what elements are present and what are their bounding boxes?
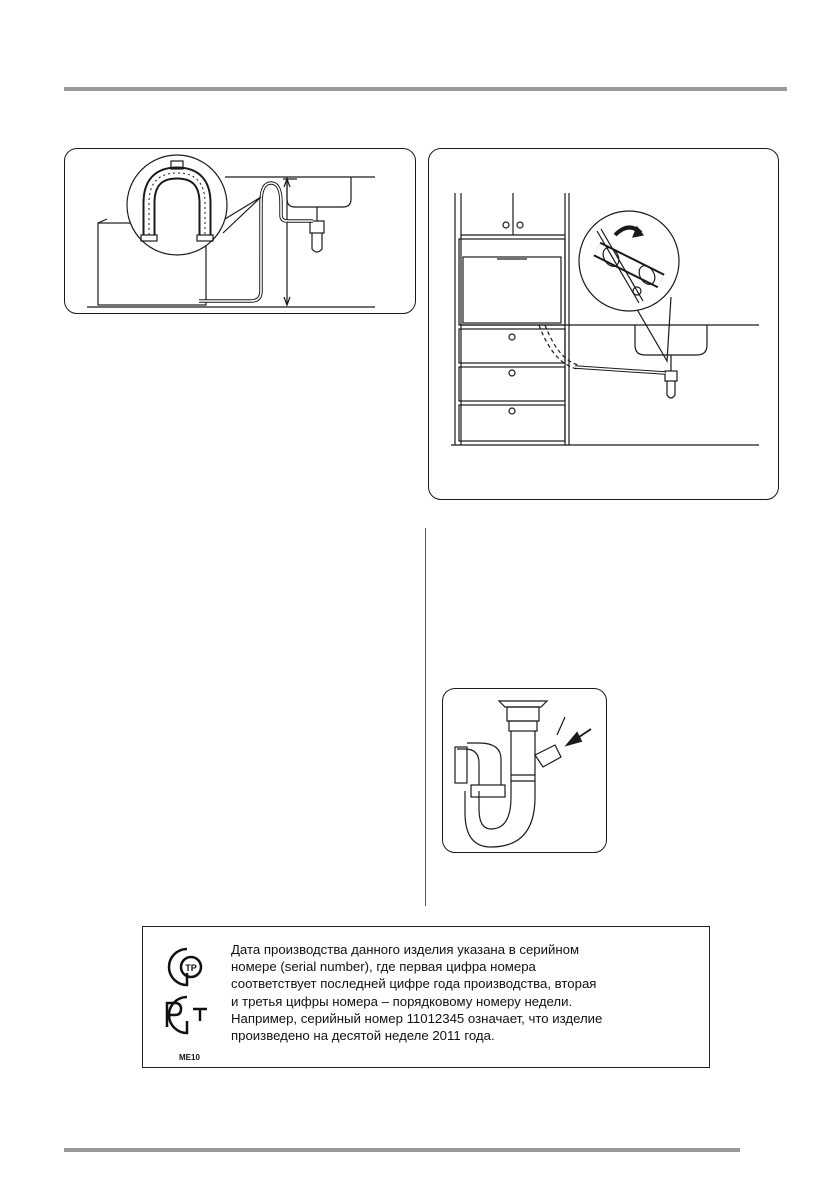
hose-clamp-illustration: [429, 149, 779, 500]
notice-line: произведено на десятой неделе 2011 года.: [231, 1028, 495, 1044]
notice-line: номере (serial number), где первая цифра номера: [231, 959, 536, 975]
notice-line: Дата производства данного изделия указана в серийном: [231, 942, 580, 957]
manufacturing-date-notice: [142, 926, 710, 1068]
figure-hose-clamp: [428, 148, 779, 500]
eac-mark-icon: [157, 943, 217, 1043]
notice-text: [231, 941, 701, 1044]
figure-sink-trap: [442, 688, 607, 853]
notice-line: и третья цифры номера – порядковому номеру недели.: [231, 993, 573, 1009]
bottom-rule: [64, 1148, 740, 1152]
notice-line: соответствует последней цифре года производства, вторая: [231, 976, 597, 992]
top-rule: [64, 87, 787, 91]
drain-hose-loop-illustration: [65, 149, 416, 314]
certification-marks: [157, 943, 227, 1063]
cert-mark-label: МЕ10: [179, 1053, 200, 1062]
notice-line: Например, серийный номер 11012345 означает, что изделие: [231, 1010, 603, 1026]
figure-drain-hose-loop: [64, 148, 416, 314]
sink-trap-illustration: [443, 689, 607, 853]
eac-mark-text: ТР: [185, 963, 197, 973]
column-divider: [425, 528, 426, 906]
